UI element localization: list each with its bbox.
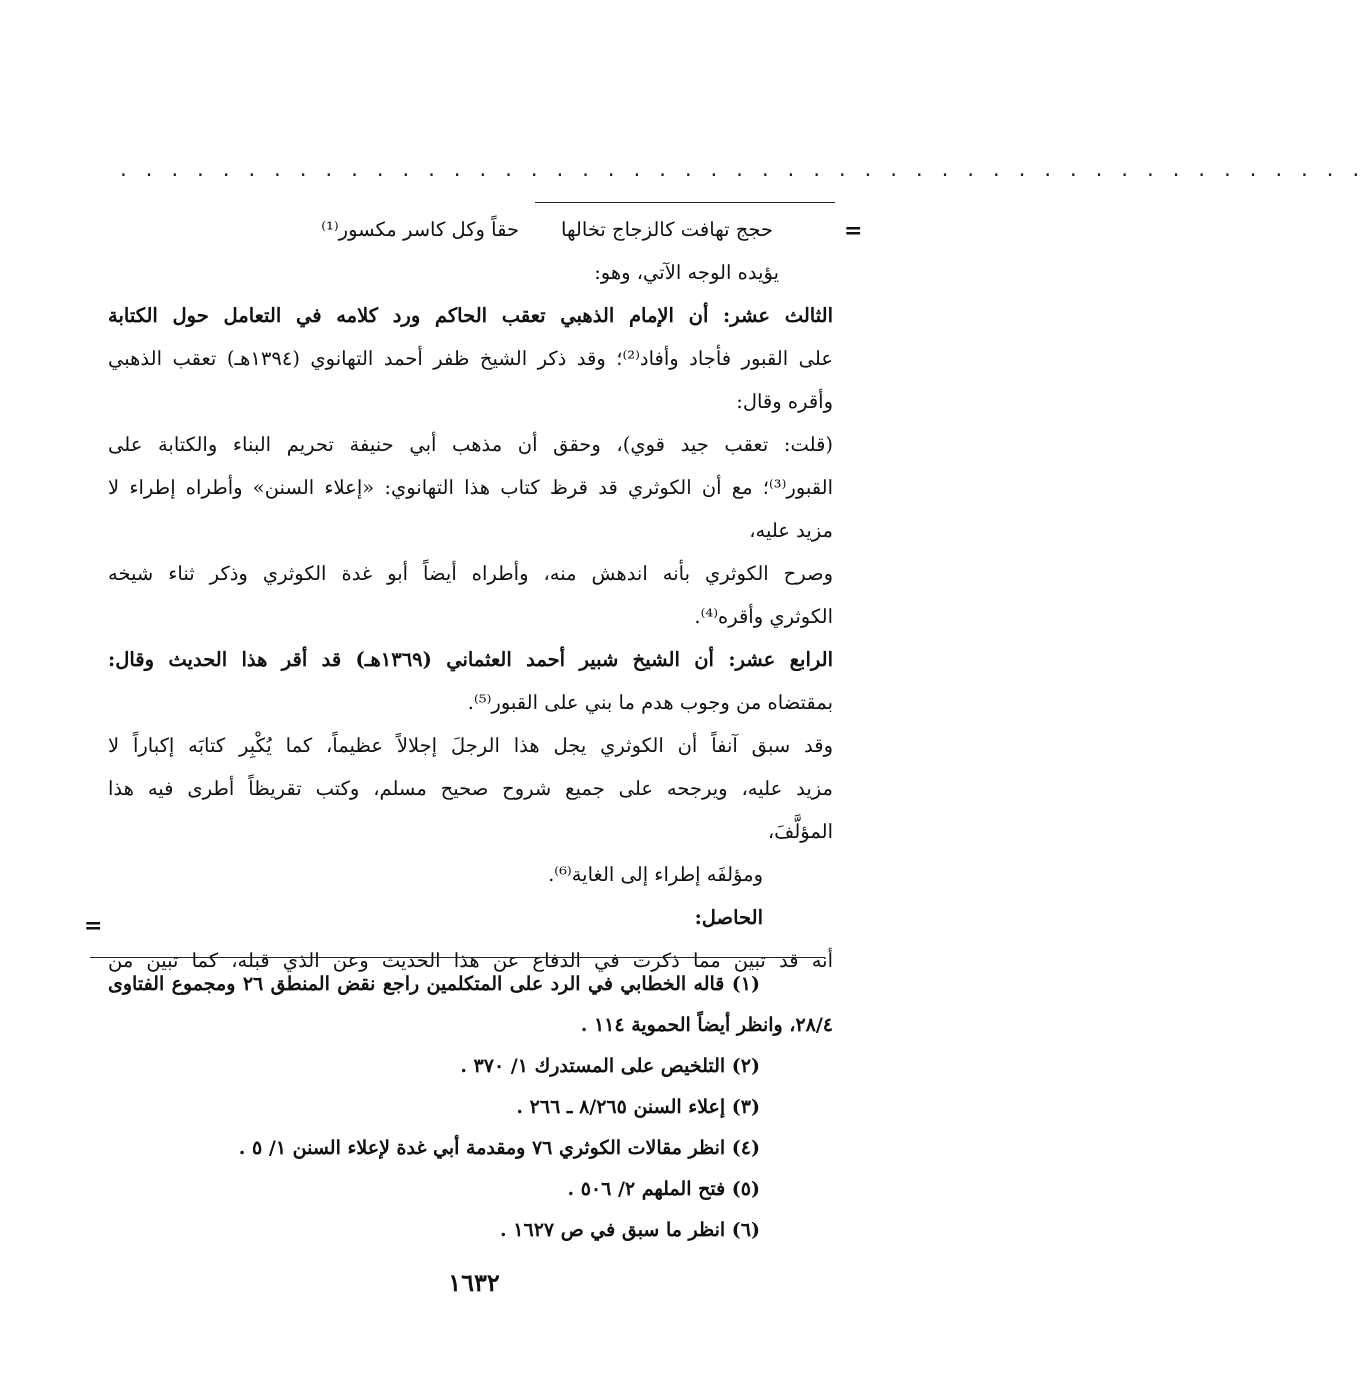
body-line: ومؤلفَه إطراء إلى الغاية⁽⁶⁾. <box>548 863 763 886</box>
footnote-item: (٣) إعلاء السنن ٨/٢٦٥ ـ ٢٦٦ . <box>516 1096 760 1118</box>
body-line: مزيد عليه، ويرجحه على جميع شروح صحيح مسلم، وكتب تقريظاً أطرى فيه هذا <box>108 777 833 800</box>
body-line: الرابع عشر: أن الشيخ شبير أحمد العثماني (١٣٦٩هـ) قد أقر هذا الحديث وقال: <box>108 648 833 671</box>
body-line: مزيد عليه، <box>749 519 833 542</box>
footnote-item: (٥) فتح الملهم ٢/ ٥٠٦ . <box>567 1178 760 1200</box>
body-line: الكوثري وأقره⁽⁴⁾. <box>694 605 833 628</box>
footnote-item: (٤) انظر مقالات الكوثري ٧٦ ومقدمة أبي غدة لإعلاء السنن ١/ ٥ . <box>238 1137 760 1159</box>
page-number: ١٦٣٢ <box>448 1268 500 1297</box>
footnote-separator-rule <box>90 957 825 958</box>
footnote-item: (١) قاله الخطابي في الرد على المتكلمين راجع نقض المنطق ٢٦ ومجموع الفتاوى <box>108 973 760 995</box>
top-short-rule <box>535 202 835 203</box>
footnote-item: (٢) التلخيص على المستدرك ١/ ٣٧٠ . <box>460 1055 760 1077</box>
continuation-mark-top: = <box>844 218 863 244</box>
body-line: (قلت: تعقب جيد قوي)، وحقق أن مذهب أبي حنيفة تحريم البناء والكتابة على <box>108 433 833 456</box>
body-line: القبور⁽³⁾؛ مع أن الكوثري قد قرظ كتاب هذا التهانوي: «إعلاء السنن» وأطراه إطراء لا <box>108 476 833 499</box>
body-line: يؤيده الوجه الآتي، وهو: <box>594 261 779 284</box>
body-line: المؤلَّفَ، <box>767 820 833 843</box>
header-dotted-line: . . . . . . . . . . . . . . . . . . . . . . . . . . . . . . . . . . . . . . . . . . . . . . . . . <box>118 160 1363 181</box>
footnote-item: (٦) انظر ما سبق في ص ١٦٢٧ . <box>500 1219 760 1241</box>
poem-hemistich-right: حجج تهافت كالزجاج تخالها <box>561 218 773 241</box>
body-line: بمقتضاه من وجوب هدم ما بني على القبور⁽⁵⁾. <box>467 691 833 714</box>
body-line: وقد سبق آنفاً أن الكوثري يجل هذا الرجلَ إجلالاً عظيماً، كما يُكْبِر كتابَه إكباراً لا <box>108 734 833 757</box>
body-line: وصرح الكوثري بأنه اندهش منه، وأطراه أيضاً أبو غدة الكوثري وذكر ثناء شيخه <box>108 562 833 585</box>
section-heading: الحاصل: <box>694 906 763 929</box>
body-line: الثالث عشر: أن الإمام الذهبي تعقب الحاكم ورد كلامه في التعامل حول الكتابة <box>108 304 833 327</box>
continuation-mark-bottom: = <box>84 913 103 939</box>
main-text-block <box>108 208 833 982</box>
poem-hemistich-left: حقاً وكل كاسر مكسور⁽¹⁾ <box>321 218 519 241</box>
footnote-continuation: ٢٨/٤، وانظر أيضاً الحموية ١١٤ . <box>580 1014 833 1036</box>
body-line: على القبور فأجاد وأفاد⁽²⁾؛ وقد ذكر الشيخ ظفر أحمد التهانوي (١٣٩٤هـ) تعقب الذهبي <box>108 347 833 370</box>
footnotes-block <box>108 964 833 1251</box>
poem-verse <box>108 208 833 251</box>
body-line: وأقره وقال: <box>736 390 833 413</box>
body-line: أنه قد تبين مما ذكرت في الدفاع عن هذا الحديث وعن الذي قبله، كما تبين من <box>108 949 833 972</box>
